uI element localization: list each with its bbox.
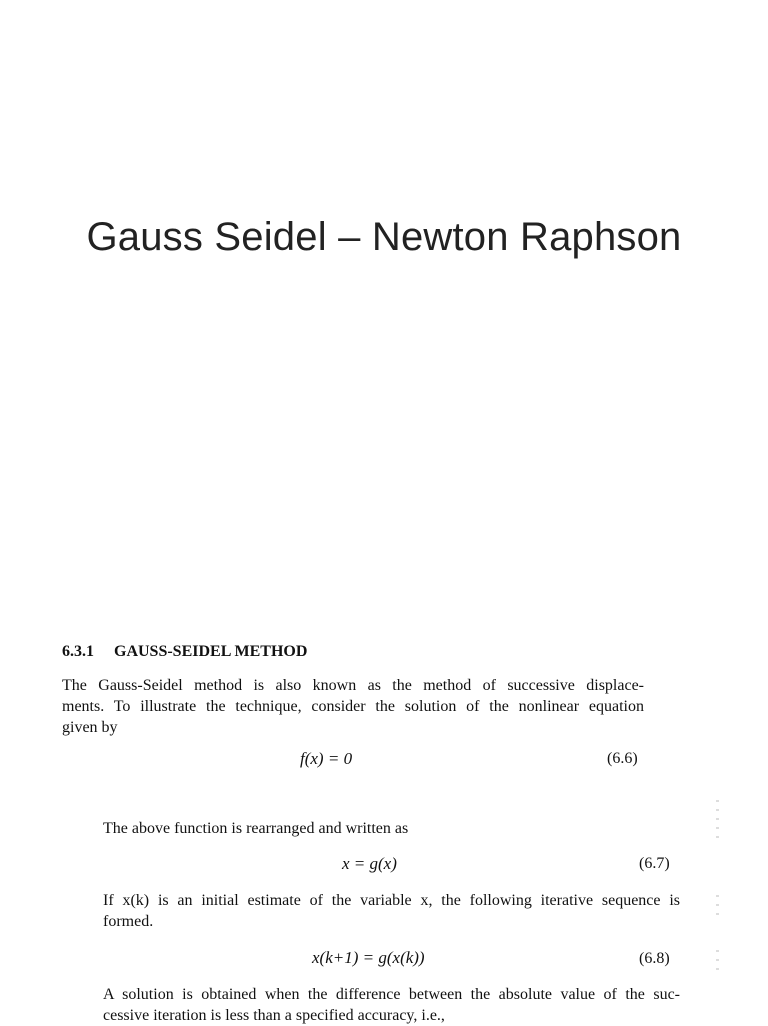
intro-line-2: ments. To illustrate the technique, consider the solution of the nonlinear equation (62, 698, 644, 715)
estimate-line-2: formed. (103, 913, 154, 930)
solution-line-2: cessive iteration is less than a specified accuracy, i.e., (103, 1007, 445, 1024)
intro-paragraph (62, 675, 644, 738)
scan-edge-marks (716, 895, 719, 915)
intro-line-1: The Gauss-Seidel method is also known as the method of successive displace- (62, 677, 644, 694)
equation-6-7-formula: x = g(x) (342, 854, 397, 873)
intro-line-3: given by (62, 719, 118, 736)
equation-6-6-number: (6.6) (607, 750, 638, 767)
section-number: 6.3.1 (62, 643, 94, 660)
solution-paragraph (103, 984, 680, 1026)
rearranged-paragraph: The above function is rearranged and written as (103, 820, 409, 837)
solution-line-1: A solution is obtained when the difference between the absolute value of the suc- (103, 986, 680, 1003)
section-heading (62, 643, 307, 661)
estimate-line-1: If x(k) is an initial estimate of the variable x, the following iterative sequence is (103, 892, 680, 909)
estimate-paragraph (103, 890, 680, 932)
equation-6-6-formula (300, 749, 352, 769)
eq1-text: f(x) = 0 (300, 749, 353, 768)
slide-title: Gauss Seidel – Newton Raphson (86, 215, 682, 259)
equation-6-7-number: (6.7) (639, 855, 670, 872)
equation-6-8-number: (6.8) (639, 950, 670, 967)
equation-6-8-formula: x(k+1) = g(x(k)) (312, 948, 425, 967)
scan-edge-marks (716, 950, 719, 970)
scan-edge-marks (716, 800, 719, 840)
section-title: GAUSS-SEIDEL METHOD (114, 643, 308, 660)
